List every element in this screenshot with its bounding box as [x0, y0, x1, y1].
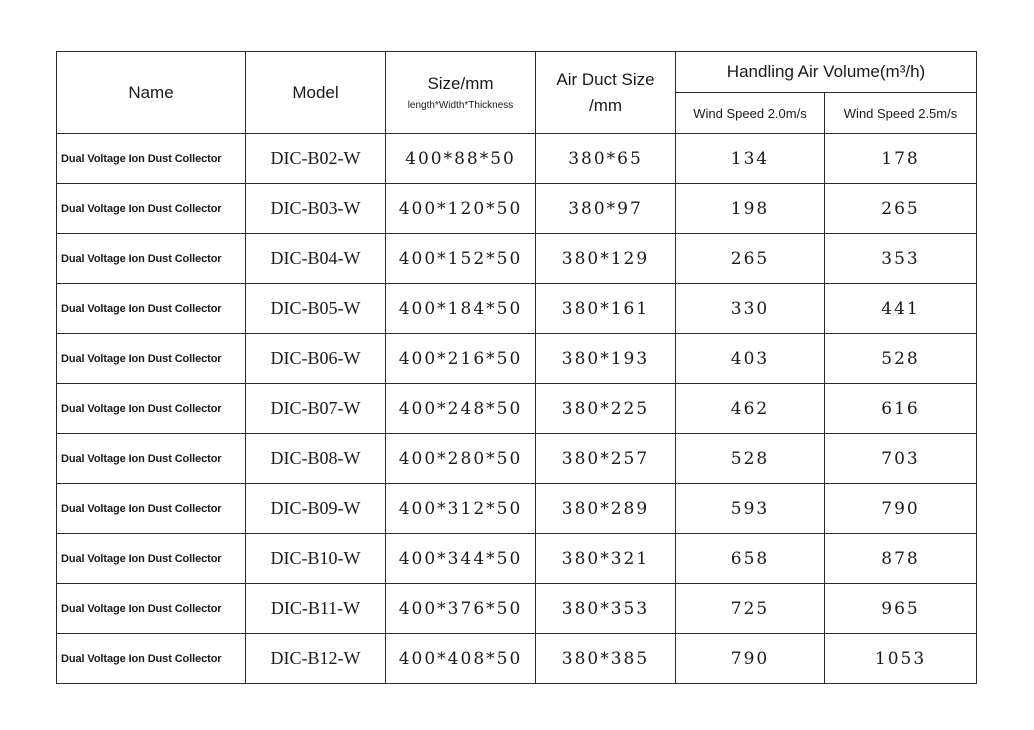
cell-volume-2-0: 198 [676, 184, 825, 234]
cell-volume-2-0: 593 [676, 484, 825, 534]
cell-duct: 380*161 [536, 284, 676, 334]
cell-size: 400*88*50 [386, 134, 536, 184]
table-body [57, 134, 977, 684]
cell-size: 400*312*50 [386, 484, 536, 534]
cell-size: 400*280*50 [386, 434, 536, 484]
cell-size: 400*248*50 [386, 384, 536, 434]
cell-model: DIC-B06-W [246, 334, 386, 384]
cell-volume-2-0: 790 [676, 634, 825, 684]
cell-volume-2-0: 265 [676, 234, 825, 284]
table-row [57, 534, 977, 584]
cell-volume-2-5: 790 [825, 484, 977, 534]
cell-model: DIC-B11-W [246, 584, 386, 634]
cell-model: DIC-B09-W [246, 484, 386, 534]
cell-name: Dual Voltage Ion Dust Collector [57, 484, 246, 534]
cell-volume-2-0: 134 [676, 134, 825, 184]
cell-volume-2-5: 178 [825, 134, 977, 184]
cell-volume-2-0: 403 [676, 334, 825, 384]
cell-volume-2-5: 528 [825, 334, 977, 384]
table-row [57, 584, 977, 634]
cell-duct: 380*289 [536, 484, 676, 534]
cell-size: 400*120*50 [386, 184, 536, 234]
cell-volume-2-0: 330 [676, 284, 825, 334]
cell-volume-2-5: 965 [825, 584, 977, 634]
header-wind-speed-2: Wind Speed 2.5m/s [825, 93, 977, 134]
cell-duct: 380*385 [536, 634, 676, 684]
cell-volume-2-0: 658 [676, 534, 825, 584]
cell-size: 400*216*50 [386, 334, 536, 384]
cell-volume-2-5: 441 [825, 284, 977, 334]
header-model: Model [246, 52, 386, 134]
header-air-volume: Handling Air Volume(m³/h) [676, 52, 977, 93]
table-row [57, 184, 977, 234]
cell-volume-2-5: 265 [825, 184, 977, 234]
cell-volume-2-5: 1053 [825, 634, 977, 684]
cell-model: DIC-B08-W [246, 434, 386, 484]
cell-size: 400*376*50 [386, 584, 536, 634]
cell-name: Dual Voltage Ion Dust Collector [57, 334, 246, 384]
cell-volume-2-5: 353 [825, 234, 977, 284]
cell-model: DIC-B04-W [246, 234, 386, 284]
cell-volume-2-0: 462 [676, 384, 825, 434]
cell-name: Dual Voltage Ion Dust Collector [57, 134, 246, 184]
cell-duct: 380*353 [536, 584, 676, 634]
header-duct [536, 52, 676, 134]
cell-volume-2-5: 616 [825, 384, 977, 434]
cell-model: DIC-B12-W [246, 634, 386, 684]
table-row [57, 434, 977, 484]
cell-name: Dual Voltage Ion Dust Collector [57, 584, 246, 634]
cell-model: DIC-B03-W [246, 184, 386, 234]
table-row [57, 484, 977, 534]
cell-name: Dual Voltage Ion Dust Collector [57, 284, 246, 334]
cell-size: 400*152*50 [386, 234, 536, 284]
header-size-main: Size/mm [427, 74, 494, 93]
cell-name: Dual Voltage Ion Dust Collector [57, 384, 246, 434]
cell-volume-2-0: 528 [676, 434, 825, 484]
table-row [57, 634, 977, 684]
header-size-sub: length*Width*Thickness [407, 100, 514, 111]
cell-name: Dual Voltage Ion Dust Collector [57, 534, 246, 584]
cell-size: 400*344*50 [386, 534, 536, 584]
cell-model: DIC-B02-W [246, 134, 386, 184]
cell-name: Dual Voltage Ion Dust Collector [57, 184, 246, 234]
header-name: Name [57, 52, 246, 134]
table-row [57, 234, 977, 284]
cell-duct: 380*129 [536, 234, 676, 284]
cell-duct: 380*97 [536, 184, 676, 234]
cell-name: Dual Voltage Ion Dust Collector [57, 234, 246, 284]
table-row [57, 284, 977, 334]
cell-volume-2-0: 725 [676, 584, 825, 634]
cell-size: 400*184*50 [386, 284, 536, 334]
cell-model: DIC-B07-W [246, 384, 386, 434]
cell-duct: 380*321 [536, 534, 676, 584]
cell-duct: 380*193 [536, 334, 676, 384]
header-duct-main: Air Duct Size [556, 69, 655, 89]
header-duct-sub: /mm [588, 95, 623, 115]
spec-table [56, 51, 977, 684]
cell-volume-2-5: 703 [825, 434, 977, 484]
cell-name: Dual Voltage Ion Dust Collector [57, 434, 246, 484]
cell-model: DIC-B05-W [246, 284, 386, 334]
cell-duct: 380*65 [536, 134, 676, 184]
header-size [386, 52, 536, 134]
cell-volume-2-5: 878 [825, 534, 977, 584]
table-row [57, 134, 977, 184]
table-row [57, 334, 977, 384]
cell-duct: 380*225 [536, 384, 676, 434]
header-row-top [57, 52, 977, 93]
cell-size: 400*408*50 [386, 634, 536, 684]
header-wind-speed-1: Wind Speed 2.0m/s [676, 93, 825, 134]
table-row [57, 384, 977, 434]
cell-name: Dual Voltage Ion Dust Collector [57, 634, 246, 684]
cell-duct: 380*257 [536, 434, 676, 484]
cell-model: DIC-B10-W [246, 534, 386, 584]
